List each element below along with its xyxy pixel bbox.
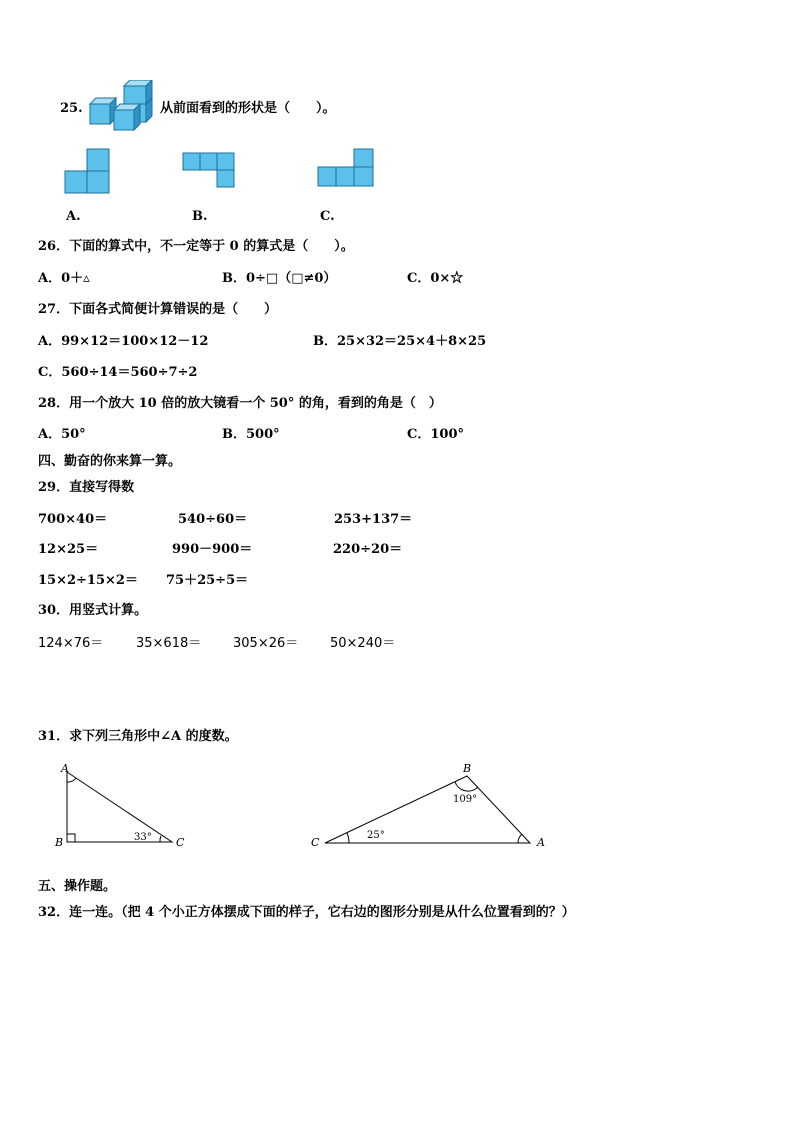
section5-title: 五、操作题。 (38, 879, 117, 894)
q28-option-b: B．500° (222, 427, 280, 442)
tri2-label-c: C (311, 836, 320, 849)
tri1-label-c: C (176, 836, 185, 849)
q28-option-a: A．50° (38, 427, 86, 442)
q28-question: 28．用一个放大 10 倍的放大镜看一个 50° 的角，看到的角是（ ） (38, 396, 442, 411)
q26-option-b: B．0÷□（□≠0） (222, 271, 337, 286)
q29-item: 220÷20＝ (333, 542, 403, 557)
q25-option-a-shape (64, 148, 110, 194)
q30-item: 50×240＝ (330, 636, 396, 651)
tri1-label-b: B (55, 836, 64, 849)
q25-cube-figure (88, 80, 158, 132)
tri2-label-a: A (537, 836, 545, 849)
q25-option-a: A. (66, 209, 81, 224)
q29-item: 990－900＝ (172, 542, 253, 557)
section4-title: 四、勤奋的你来算一算。 (38, 454, 182, 469)
tri2-angle-b: 109° (453, 794, 478, 805)
q29-item: 12×25＝ (38, 542, 99, 557)
q29-item: 700×40＝ (38, 512, 108, 527)
q30-item: 35×618＝ (136, 636, 202, 651)
q29-item: 75＋25÷5＝ (166, 573, 249, 588)
q25-option-b: B. (192, 209, 208, 224)
q26-question: 26．下面的算式中，不一定等于 0 的算式是（ ）。 (38, 239, 354, 254)
tri2-angle-c: 25° (367, 830, 385, 841)
q30-question: 30．用竖式计算。 (38, 603, 148, 618)
q29-question: 29．直接写得数 (38, 480, 135, 495)
q27-option-b: B．25×32＝25×4＋8×25 (313, 334, 487, 349)
q30-item: 305×26＝ (233, 636, 299, 651)
q25-option-c-shape (317, 148, 375, 188)
q32-question: 32．连一连。（把 4 个小正方体摆成下面的样子，它右边的图形分别是从什么位置看到的？） (38, 905, 575, 920)
q25-option-c: C. (320, 209, 335, 224)
q26-option-c: C．0×☆ (407, 271, 464, 286)
q31-triangle-1 (50, 760, 195, 852)
q26-option-a: A．0＋▵ (38, 271, 90, 286)
q25-option-b-shape (182, 152, 236, 190)
q28-option-c: C．100° (407, 427, 464, 442)
q31-triangle-2 (305, 760, 555, 852)
tri1-label-a: A (61, 762, 69, 775)
q27-option-c: C．560÷14＝560÷7÷2 (38, 365, 198, 380)
q27-question: 27．下面各式简便计算错误的是（ ） (38, 302, 278, 317)
q29-item: 253+137＝ (334, 512, 413, 527)
q27-option-a: A．99×12＝100×12－12 (38, 334, 209, 349)
q29-item: 540÷60＝ (178, 512, 248, 527)
tri1-angle: 33° (134, 832, 152, 843)
q29-item: 15×2÷15×2＝ (38, 573, 138, 588)
tri2-label-b: B (463, 762, 472, 775)
q25-question: 从前面看到的形状是（ ）。 (160, 101, 336, 116)
q25-number: 25. (60, 101, 83, 116)
q31-question: 31．求下列三角形中∠A 的度数。 (38, 729, 238, 744)
q30-item: 124×76＝ (38, 636, 104, 651)
